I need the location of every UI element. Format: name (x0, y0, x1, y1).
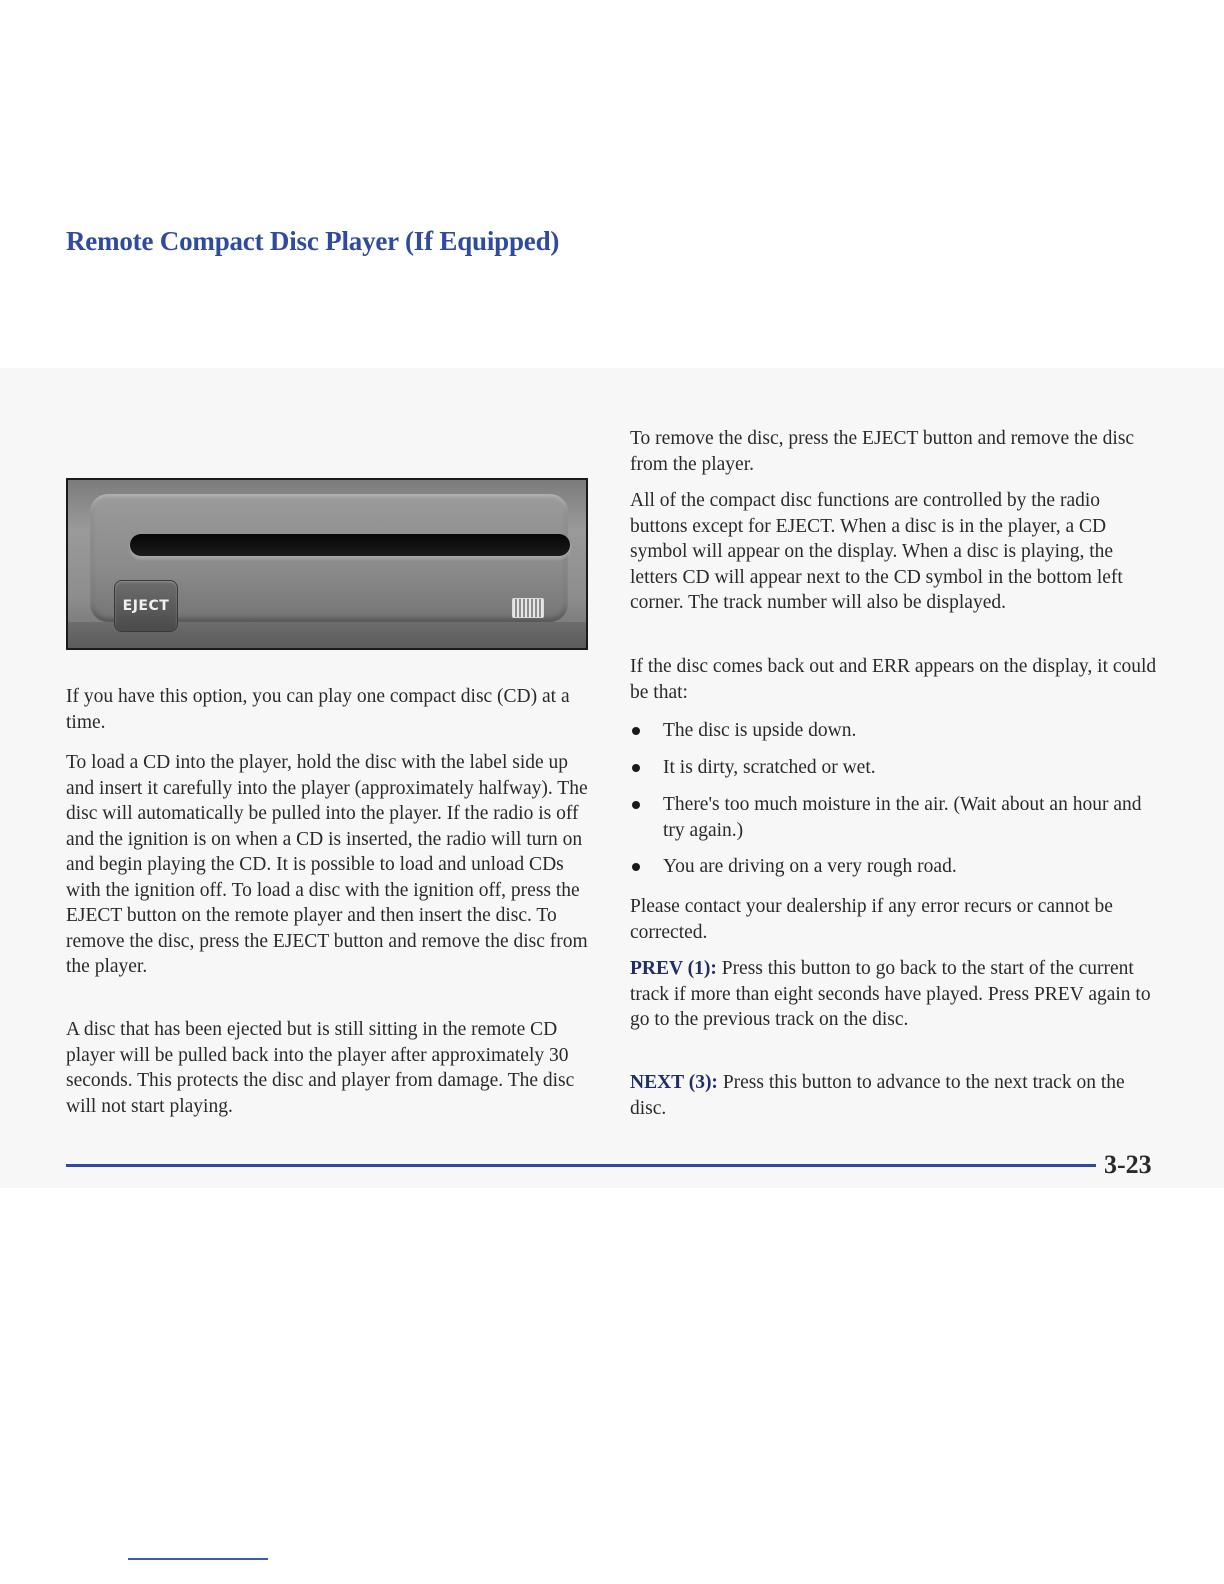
disc-slot (130, 534, 570, 556)
bullet-icon (632, 801, 640, 809)
page-title: Remote Compact Disc Player (If Equipped) (66, 226, 560, 256)
remove-disc-paragraph: To remove the disc, press the EJECT button and remove the disc from the player. (630, 428, 1135, 475)
prev-paragraph (630, 956, 1160, 1033)
next-paragraph (630, 1070, 1160, 1121)
ejected-disc-paragraph: A disc that has been ejected but is still sitting in the remote CD player will be pulled back into the player after approximately 30 seconds. This protects the disc and player from damage. The disc will not start playing. (66, 1019, 575, 1117)
next-label: NEXT (3): (630, 1072, 718, 1093)
eject-button: EJECT (114, 580, 178, 632)
loading-paragraph: To load a CD into the player, hold the disc with the label side up and insert it carefully into the player (approximately halfway). The disc will automatically be pulled into the player. If the radio is off and the ignition is on when a CD is inserted, the radio will turn on and begin playing the CD. It is possible to load and unload CDs with the ignition off. To load a disc with the ignition off, press the EJECT button on the remote player and then insert the disc. To remove the disc, press the EJECT button and remove the disc from the player. (66, 752, 588, 977)
error-paragraph: If the disc comes back out and ERR appears on the display, it could be that: (630, 656, 1157, 703)
dealership-paragraph: Please contact your dealership if any error recurs or cannot be corrected. (630, 896, 1113, 943)
footer-rule (66, 1164, 1096, 1167)
remote-cd-player-image (66, 478, 588, 650)
bullet-icon (632, 764, 640, 772)
prev-label: PREV (1): (630, 958, 717, 979)
bottom-rule (128, 1558, 268, 1560)
next-text: Press this button to advance to the next track on the disc. (630, 1072, 1125, 1119)
prev-text: Press this button to go back to the start of the current track if more than eight seconds have played. Press PREV again to go to the previous track on the disc. (630, 958, 1151, 1030)
bullet-icon (632, 863, 640, 871)
intro-paragraph: If you have this option, you can play one compact disc (CD) at a time. (66, 686, 570, 733)
compact-disc-logo-icon (512, 598, 544, 618)
bullet-icon (632, 727, 640, 735)
device-bezel (90, 494, 568, 622)
page-number: 3-23 (1104, 1150, 1152, 1179)
functions-paragraph: All of the compact disc functions are controlled by the radio buttons except for EJECT. When a disc is in the player, a CD symbol will appear on the display. When a disc is playing, the letters CD will appear next to the CD symbol in the bottom left corner. The track number will also be displayed. (630, 490, 1123, 613)
